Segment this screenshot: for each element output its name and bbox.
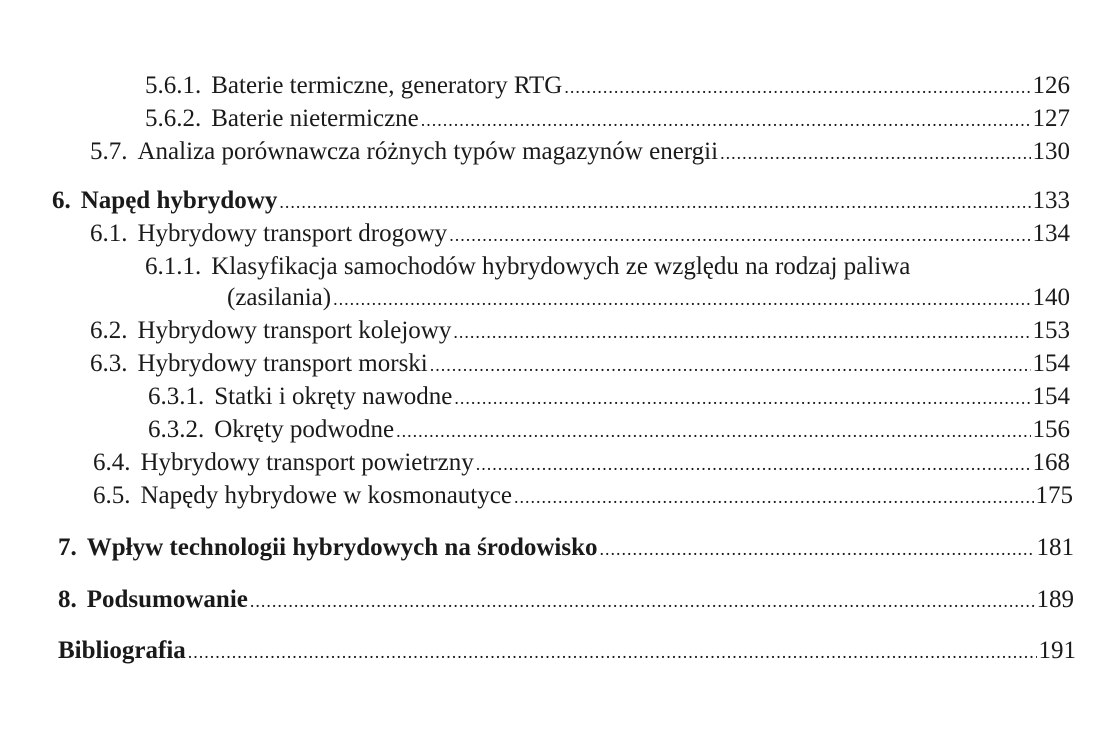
- toc-entry-6-5: [93, 481, 1073, 512]
- toc-title: Klasyfikacja samochodów hybrydowych ze względu na rodzaj paliwa: [211, 253, 911, 280]
- toc-page-number: 191: [1038, 637, 1076, 664]
- toc-title: Hybrydowy transport drogowy: [137, 220, 448, 247]
- toc-number: 5.6.1.: [145, 72, 202, 99]
- toc-title: Hybrydowy transport morski: [137, 350, 428, 377]
- toc-page-number: 181: [1036, 534, 1074, 561]
- toc-page-number: 168: [1032, 449, 1070, 476]
- toc-number: 5.6.2.: [145, 105, 202, 132]
- toc-leader: [449, 219, 1030, 250]
- toc-page-number: 154: [1032, 383, 1070, 410]
- toc-leader: [250, 585, 1035, 616]
- toc-leader: [333, 283, 1030, 314]
- toc-page-number: 156: [1032, 416, 1070, 443]
- toc-title: Hybrydowy transport powietrzny: [140, 449, 474, 476]
- toc-entry-6-1-1-cont: [227, 283, 1070, 314]
- toc-entry-6: [52, 186, 1070, 217]
- toc-page-number: 189: [1036, 586, 1074, 613]
- toc-title: Baterie termiczne, generatory RTG: [211, 72, 563, 99]
- toc-title: Hybrydowy transport kolejowy: [137, 317, 452, 344]
- toc-number: 6.3.1.: [148, 383, 205, 410]
- toc-title: Analiza porównawcza różnych typów magazynów energii: [137, 138, 719, 165]
- toc-number: 8.: [58, 586, 77, 613]
- toc-number: 6.4.: [93, 449, 131, 476]
- toc-entry-5-7: [90, 137, 1070, 168]
- toc-number: 7.: [58, 534, 77, 561]
- toc-page-number: 175: [1035, 482, 1073, 509]
- toc-page-number: 153: [1032, 317, 1070, 344]
- toc-entry-6-3-1: [148, 382, 1070, 413]
- toc-page-number: 127: [1032, 105, 1070, 132]
- toc-title: Napęd hybrydowy: [80, 187, 278, 214]
- toc-number: 5.7.: [90, 138, 128, 165]
- toc-entry-6-4: [93, 448, 1070, 479]
- toc-entry-5-6-2: [145, 104, 1070, 135]
- toc-leader: [476, 448, 1031, 479]
- toc-number: 6.1.: [90, 220, 128, 247]
- toc-page-number: 126: [1032, 72, 1070, 99]
- toc-page-number: 134: [1032, 220, 1070, 247]
- toc-title: Baterie nietermiczne: [211, 105, 419, 132]
- toc-leader: [454, 382, 1030, 413]
- toc-entry-7: [58, 533, 1074, 564]
- toc-leader: [514, 481, 1034, 512]
- toc-entry-5-6-1: [145, 71, 1070, 102]
- toc-entry-6-1: [90, 219, 1070, 250]
- toc-leader: [720, 137, 1030, 168]
- toc-number: 6.3.: [90, 350, 128, 377]
- toc-entry-6-3: [90, 349, 1070, 380]
- toc-title-continued: (zasilania): [227, 284, 332, 311]
- toc-leader: [421, 104, 1031, 135]
- toc-leader: [430, 349, 1031, 380]
- toc-title: Statki i okręty nawodne: [214, 383, 453, 410]
- toc-number: 6.3.2.: [148, 416, 205, 443]
- toc-leader: [564, 71, 1030, 102]
- toc-title: Bibliografia: [58, 637, 186, 664]
- toc-leader: [279, 186, 1030, 217]
- toc-leader: [188, 636, 1037, 667]
- toc-leader: [453, 316, 1030, 347]
- toc-leader: [396, 415, 1030, 446]
- toc-title: Okręty podwodne: [214, 416, 395, 443]
- toc-number: 6.: [52, 187, 71, 214]
- toc-entry-6-2: [90, 316, 1070, 347]
- toc-page-number: 133: [1032, 187, 1070, 214]
- toc-number: 6.1.1.: [145, 253, 202, 280]
- toc-title: Wpływ technologii hybrydowych na środowisko: [86, 534, 598, 561]
- toc-title: Podsumowanie: [86, 586, 248, 613]
- toc-page-number: 140: [1032, 284, 1070, 311]
- toc-page-number: 154: [1032, 350, 1070, 377]
- toc-page-number: 130: [1032, 138, 1070, 165]
- toc-number: 6.2.: [90, 317, 128, 344]
- toc-entry-6-1-1: [145, 252, 1070, 282]
- toc-title: Napędy hybrydowe w kosmonautyce: [140, 482, 512, 509]
- toc-leader: [600, 533, 1035, 564]
- toc-number: 6.5.: [93, 482, 131, 509]
- toc-entry-8: [58, 585, 1074, 616]
- toc-entry-6-3-2: [148, 415, 1070, 446]
- toc-entry-bibliografia: [58, 636, 1076, 667]
